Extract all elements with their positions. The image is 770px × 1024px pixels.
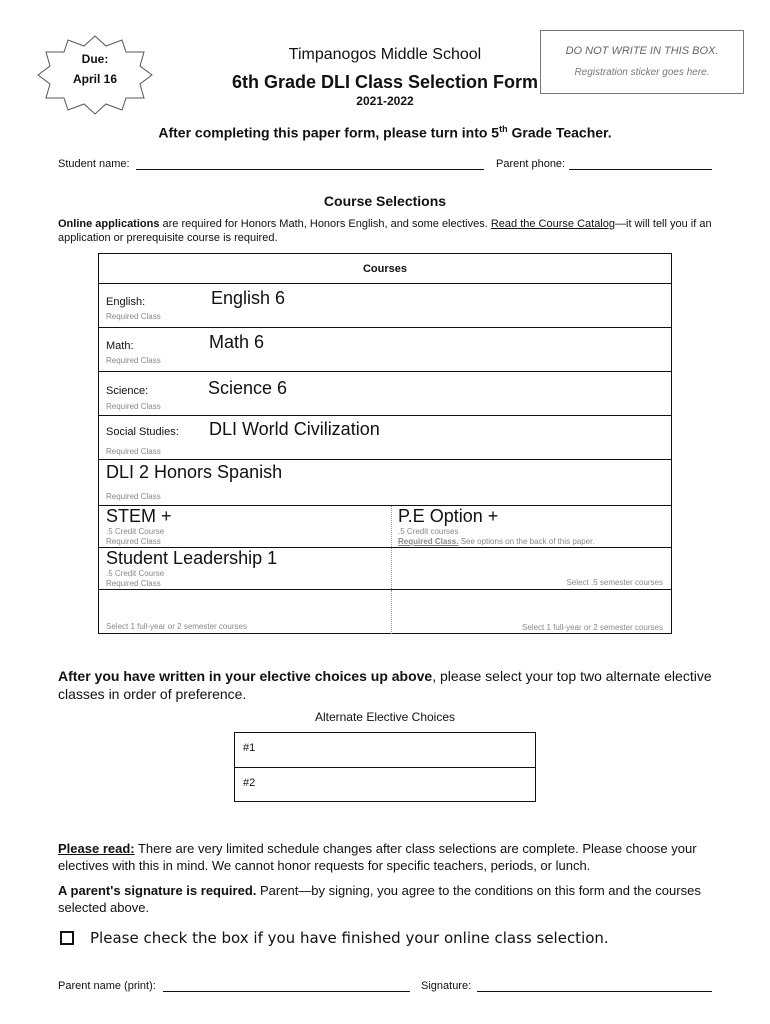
signature-notice — [58, 882, 718, 916]
required-label: Required Class — [106, 402, 161, 411]
course-value: DLI World Civilization — [209, 419, 380, 439]
online-mid: are required for Honors Math, Honors English, and some electives. — [159, 218, 491, 230]
course-label: Social Studies: — [106, 426, 179, 438]
online-bold: Online applications — [58, 218, 160, 230]
course-value: English 6 — [211, 288, 286, 308]
stem-cell[interactable] — [99, 506, 391, 548]
online-selection-check — [60, 929, 609, 947]
course-row-social-studies[interactable] — [99, 416, 671, 460]
courses-heading: Courses — [99, 254, 671, 284]
course-value: DLI 2 Honors Spanish — [106, 462, 283, 482]
signature-field[interactable] — [477, 980, 712, 992]
required-label: Required Class — [106, 356, 161, 365]
please-read-notice — [58, 840, 718, 874]
signature-label: Signature: — [421, 980, 472, 992]
please-read-text: There are very limited schedule changes after class selections are complete. Please choose your electives with this in mind. We cannot honor requests for specific teachers, periods, or lunch. — [58, 841, 697, 873]
stem-required: Required Class — [106, 537, 161, 546]
course-row-math[interactable] — [99, 328, 671, 372]
course-selections-heading: Course Selections — [323, 193, 447, 209]
course-label: Science: — [106, 385, 149, 397]
signature-required-label: A parent's signature is required. — [58, 883, 257, 898]
select-full-year-note: Select 1 full-year or 2 semester courses — [522, 623, 663, 632]
registration-sticker-box — [540, 30, 744, 94]
online-end: —it will tell you if an application or prerequisite course is required. — [58, 218, 712, 244]
leadership-credit: .5 Credit Course — [106, 569, 165, 578]
course-label: Math: — [106, 340, 134, 352]
alternate-heading: Alternate Elective Choices — [314, 710, 456, 724]
online-selection-checkbox[interactable] — [60, 931, 74, 945]
parent-phone-field[interactable] — [569, 158, 712, 170]
alternate-choices-table — [234, 732, 536, 802]
online-selection-check-label: Please check the box if you have finished your online class selection. — [90, 929, 609, 947]
parent-phone-label: Parent phone: — [496, 158, 566, 170]
course-row-stem-pe — [99, 506, 671, 548]
parent-name-field[interactable] — [163, 980, 410, 992]
semester-elective-cell[interactable] — [391, 548, 671, 590]
elective-left-cell[interactable] — [99, 590, 391, 634]
turn-in-instruction — [0, 124, 770, 141]
pe-title: P.E Option + — [398, 506, 499, 526]
due-date: April 16 — [72, 72, 117, 86]
course-row-electives — [99, 590, 671, 634]
leadership-title: Student Leadership 1 — [106, 548, 278, 568]
course-row-spanish[interactable] — [99, 460, 671, 506]
leadership-required: Required Class — [106, 579, 161, 588]
choice-number: #1 — [243, 742, 256, 754]
form-title: 6th Grade DLI Class Selection Form — [231, 72, 539, 92]
alternate-bold: After you have written in your elective choices up above — [58, 668, 433, 684]
pe-required — [398, 537, 595, 547]
instruction-before: After completing this paper form, please turn into 5 — [158, 124, 500, 141]
courses-table — [98, 253, 672, 634]
required-label: Required Class — [106, 492, 161, 501]
signature-notice-text: Parent—by signing, you agree to the conditions on this form and the courses selected above. — [58, 883, 701, 915]
pe-credit: .5 Credit courses — [398, 527, 459, 536]
course-row-leadership — [99, 548, 671, 590]
due-label: Due: — [81, 52, 109, 66]
course-catalog-link[interactable]: Read the Course Catalog — [490, 218, 615, 230]
student-name-label: Student name: — [58, 158, 130, 170]
select-semester-note: Select .5 semester courses — [566, 578, 663, 587]
required-label: Required Class — [106, 447, 161, 456]
online-applications-note — [58, 217, 718, 245]
select-full-year-note: Select 1 full-year or 2 semester courses — [106, 622, 247, 631]
choice-number: #2 — [243, 777, 256, 789]
course-row-english[interactable] — [99, 284, 671, 328]
school-name: Timpanogos Middle School — [288, 46, 482, 63]
elective-right-cell[interactable] — [391, 590, 671, 634]
student-name-field[interactable] — [136, 158, 484, 170]
please-read-label: Please read: — [58, 841, 135, 856]
pe-cell[interactable] — [391, 506, 671, 548]
stem-credit: .5 Credit Course — [106, 527, 165, 536]
course-value: Math 6 — [209, 332, 265, 352]
alternate-choice-1[interactable] — [235, 733, 535, 768]
pe-options-note: See options on the back of this paper. — [458, 537, 595, 546]
course-label: English: — [106, 296, 146, 308]
stem-title: STEM + — [106, 506, 172, 526]
course-row-science[interactable] — [99, 372, 671, 416]
sticker-instruction: Registration sticker goes here. — [574, 67, 710, 78]
pe-required-underlined: Required Class. — [398, 537, 459, 546]
parent-name-label: Parent name (print): — [58, 980, 156, 992]
instruction-sup: th — [499, 124, 508, 134]
alternate-choice-2[interactable] — [235, 768, 535, 803]
sticker-warning: DO NOT WRITE IN THIS BOX. — [565, 45, 719, 57]
leadership-cell[interactable] — [99, 548, 391, 590]
alternate-instructions — [58, 667, 718, 703]
required-label: Required Class — [106, 312, 161, 321]
due-date-badge — [36, 34, 154, 116]
alternate-rest: , please select your top two alternate elective classes in order of preference. — [58, 668, 712, 702]
instruction-after: Grade Teacher. — [507, 124, 612, 141]
course-value: Science 6 — [208, 378, 288, 398]
school-year: 2021-2022 — [356, 94, 414, 108]
